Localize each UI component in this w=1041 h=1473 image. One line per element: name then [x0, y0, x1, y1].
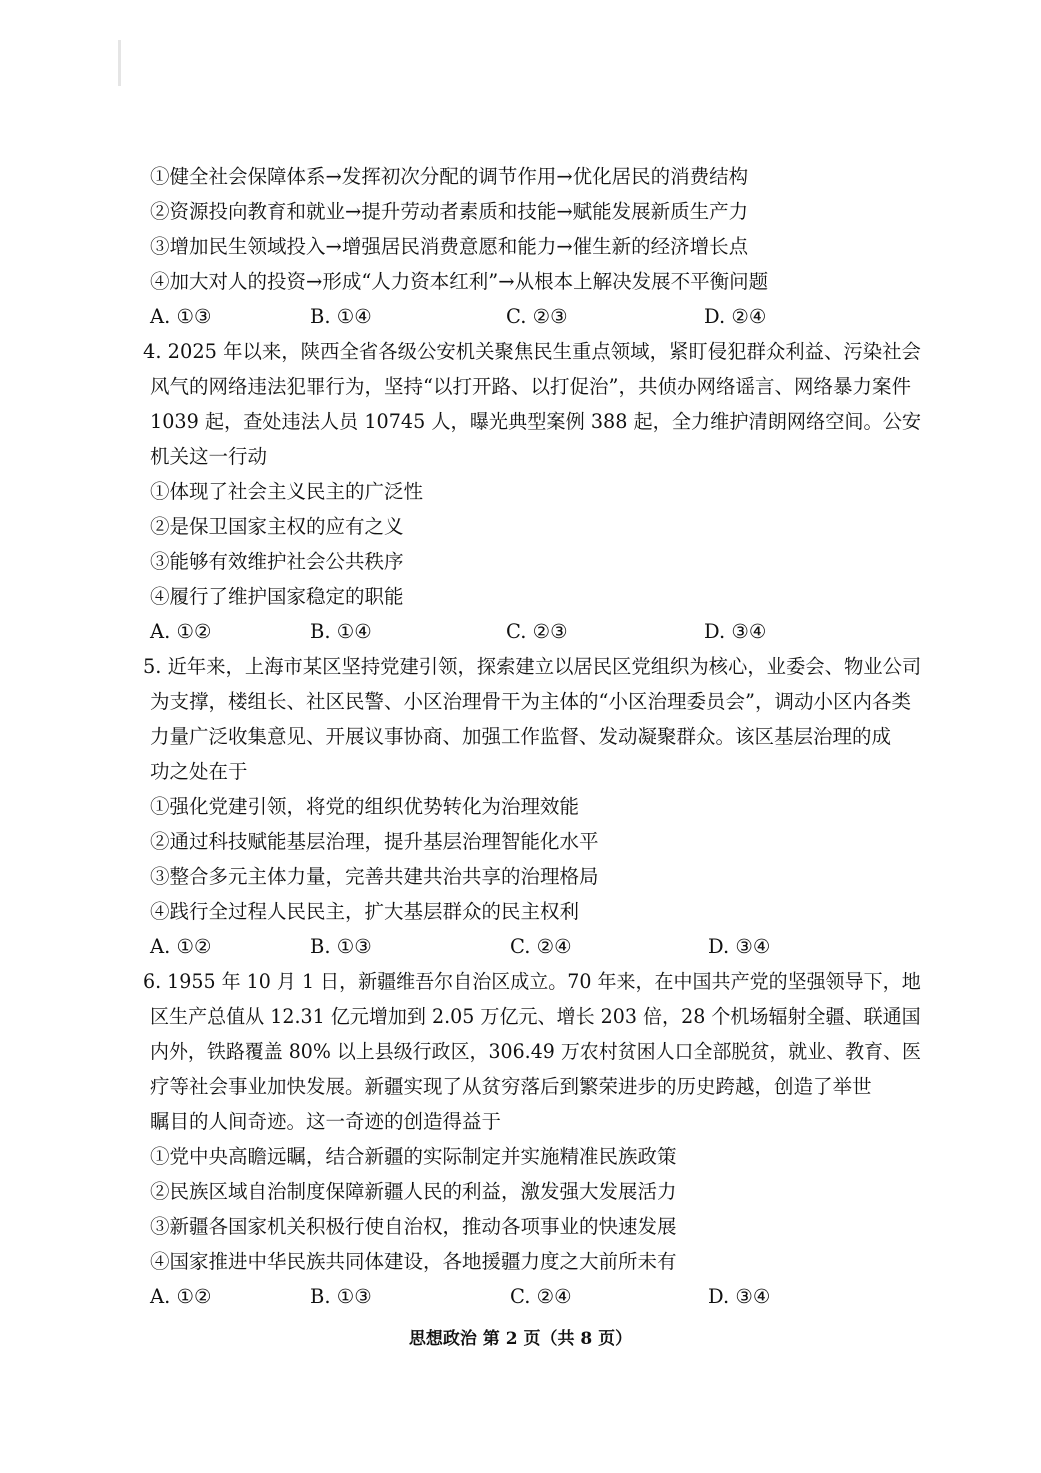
q6-option-a: A. ①② — [150, 1285, 212, 1308]
q6-option-c: C. ②④ — [510, 1285, 572, 1308]
q4-option-c: C. ②③ — [506, 620, 568, 643]
q4-option-d: D. ③④ — [704, 620, 767, 643]
q5-option-c: C. ②④ — [510, 935, 572, 958]
q4-option-a: A. ①② — [150, 620, 212, 643]
q6-stem-line-3: 内外，铁路覆盖 80% 以上县级行政区，306.49 万农村贫困人口全部脱贫，就业、教育、医 — [150, 1040, 921, 1063]
q5-option-a: A. ①② — [150, 935, 212, 958]
q3-option-a: A. ①③ — [150, 305, 212, 328]
page-footer: 思想政治 第 2 页（共 8 页） — [408, 1329, 633, 1349]
q3-option-c: C. ②③ — [506, 305, 568, 328]
q6-stem-line-4: 疗等社会事业加快发展。新疆实现了从贫穷落后到繁荣进步的历史跨越，创造了举世 — [150, 1075, 872, 1098]
q5-stem-line-4: 功之处在于 — [150, 760, 248, 783]
q6-item-3: ③新疆各国家机关积极行使自治权，推动各项事业的快速发展 — [150, 1215, 677, 1238]
scan-edge-mark — [118, 40, 121, 86]
q5-option-d: D. ③④ — [708, 935, 771, 958]
q4-item-1: ①体现了社会主义民主的广泛性 — [150, 480, 424, 503]
q6-stem-line-1: 6. 1955 年 10 月 1 日，新疆维吾尔自治区成立。70 年来，在中国共产党的坚强领导下，地 — [143, 970, 921, 993]
q5-item-4: ④践行全过程人民民主，扩大基层群众的民主权利 — [150, 900, 580, 923]
q6-item-2: ②民族区域自治制度保障新疆人民的利益，激发强大发展活力 — [150, 1180, 677, 1203]
q6-stem-line-5: 瞩目的人间奇迹。这一奇迹的创造得益于 — [150, 1110, 502, 1133]
q4-stem-line-1: 4. 2025 年以来，陕西全省各级公安机关聚焦民生重点领域，紧盯侵犯群众利益、污染社会 — [143, 340, 921, 363]
q5-stem-line-2: 为支撑，楼组长、社区民警、小区治理骨干为主体的“小区治理委员会”，调动小区内各类 — [150, 690, 911, 713]
q4-stem-line-4: 机关这一行动 — [150, 445, 268, 468]
q6-stem-line-2: 区生产总值从 12.31 亿元增加到 2.05 万亿元、增长 203 倍，28 个机场辐射全疆、联通国 — [150, 1005, 921, 1028]
q4-item-3: ③能够有效维护社会公共秩序 — [150, 550, 404, 573]
q5-item-2: ②通过科技赋能基层治理，提升基层治理智能化水平 — [150, 830, 599, 853]
q5-stem-line-3: 力量广泛收集意见、开展议事协商、加强工作监督、发动凝聚群众。该区基层治理的成 — [150, 725, 892, 748]
q4-stem-line-3: 1039 起，查处违法人员 10745 人，曝光典型案例 388 起，全力维护清朗网络空间。公安 — [150, 410, 922, 433]
q5-stem-line-1: 5. 近年来，上海市某区坚持党建引领，探索建立以居民区党组织为核心，业委会、物业公司 — [143, 655, 922, 678]
q4-item-4: ④履行了维护国家稳定的职能 — [150, 585, 404, 608]
q6-item-4: ④国家推进中华民族共同体建设，各地援疆力度之大前所未有 — [150, 1250, 677, 1273]
q4-item-2: ②是保卫国家主权的应有之义 — [150, 515, 404, 538]
q4-option-b: B. ①④ — [310, 620, 372, 643]
q3-item-1: ①健全社会保障体系→发挥初次分配的调节作用→优化居民的消费结构 — [150, 165, 749, 188]
q3-option-d: D. ②④ — [704, 305, 767, 328]
q3-item-3: ③增加民生领域投入→增强居民消费意愿和能力→催生新的经济增长点 — [150, 235, 749, 258]
q5-item-3: ③整合多元主体力量，完善共建共治共享的治理格局 — [150, 865, 599, 888]
q4-stem-line-2: 风气的网络违法犯罪行为，坚持“以打开路、以打促治”，共侦办网络谣言、网络暴力案件 — [150, 375, 911, 398]
q5-option-b: B. ①③ — [310, 935, 372, 958]
q6-option-b: B. ①③ — [310, 1285, 372, 1308]
q3-item-4: ④加大对人的投资→形成“人力资本红利”→从根本上解决发展不平衡问题 — [150, 270, 769, 293]
q6-item-1: ①党中央高瞻远瞩，结合新疆的实际制定并实施精准民族政策 — [150, 1145, 677, 1168]
q3-option-b: B. ①④ — [310, 305, 372, 328]
q6-option-d: D. ③④ — [708, 1285, 771, 1308]
q3-item-2: ②资源投向教育和就业→提升劳动者素质和技能→赋能发展新质生产力 — [150, 200, 749, 223]
q5-item-1: ①强化党建引领，将党的组织优势转化为治理效能 — [150, 795, 580, 818]
